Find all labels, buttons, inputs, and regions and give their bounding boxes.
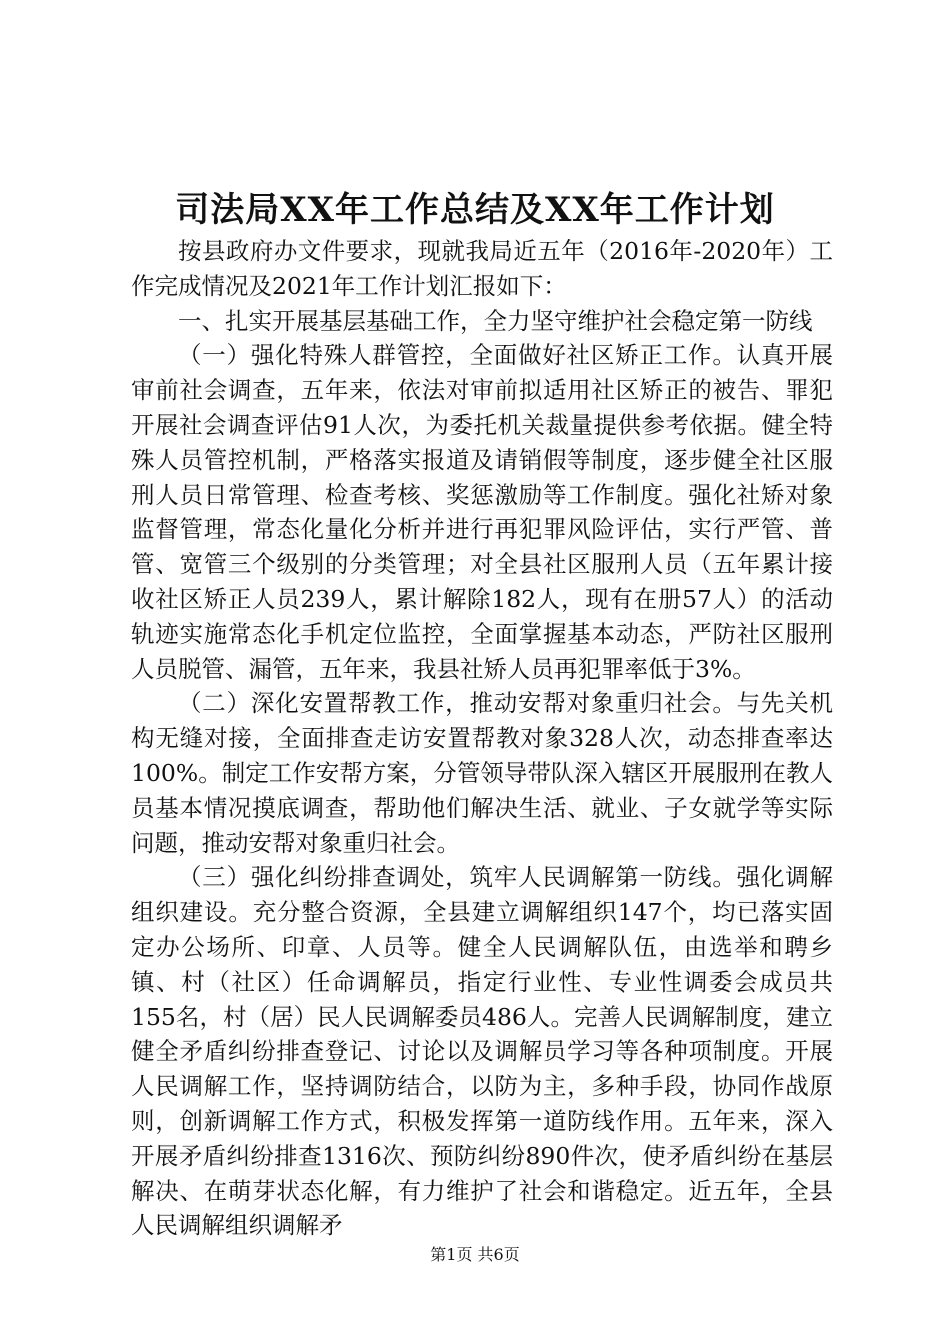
paragraph-item-3: （三）强化纠纷排查调处，筑牢人民调解第一防线。强化调解组织建设。充分整合资源，全县建立调解组织147个，均已落实固定办公场所、印章、人员等。健全人民调解队伍，由选举和聘乡镇、村（社区）任命调解员，指定行业性、专业性调委会成员共155名，村（居）民人民调解委员486人。完善人民调解制度，建立健全矛盾纠纷排查登记、讨论以及调解员学习等各种项制度。开展人民调解工作，坚持调防结合，以防为主，多种手段，协同作战原则，创新调解工作方式，积极发挥第一道防线作用。五年来，深入开展矛盾纠纷排查1316次、预防纠纷890件次，使矛盾纠纷在基层解决、在萌芽状态化解，有力维护了社会和谐稳定。近五年，全县人民调解组织调解矛 <box>131 863 833 1240</box>
paragraph-intro: 按县政府办文件要求，现就我局近五年（2016年-2020年）工作完成情况及2021年工作计划汇报如下： <box>131 237 833 300</box>
document-body <box>131 234 833 1243</box>
paragraph-item-2: （二）深化安置帮教工作，推动安帮对象重归社会。与先关机构无缝对接，全面排查走访安置帮教对象328人次，动态排查率达100%。制定工作安帮方案，分管领导带队深入辖区开展服刑在教人员基本情况摸底调查，帮助他们解决生活、就业、子女就学等实际问题，推动安帮对象重归社会。 <box>131 689 833 857</box>
page-number-footer: 第1页 共6页 <box>430 1245 520 1264</box>
document-title: 司法局XX年工作总结及XX年工作计划 <box>175 190 775 230</box>
paragraph-item-1: （一）强化特殊人群管控，全面做好社区矫正工作。认真开展审前社会调查，五年来，依法对审前拟适用社区矫正的被告、罪犯开展社会调查评估91人次，为委托机关裁量提供参考依据。健全特殊人员管控机制，严格落实报道及请销假等制度，逐步健全社区服刑人员日常管理、检查考核、奖惩激励等工作制度。强化社矫对象监督管理，常态化量化分析并进行再犯罪风险评估，实行严管、普管、宽管三个级别的分类管理；对全县社区服刑人员（五年累计接收社区矫正人员239人，累计解除182人，现有在册57人）的活动轨迹实施常态化手机定位监控，全面掌握基本动态，严防社区服刑人员脱管、漏管，五年来，我县社矫人员再犯罪率低于3%。 <box>131 341 833 683</box>
paragraph-section-heading: 一、扎实开展基层基础工作，全力坚守维护社会稳定第一防线 <box>178 306 813 335</box>
